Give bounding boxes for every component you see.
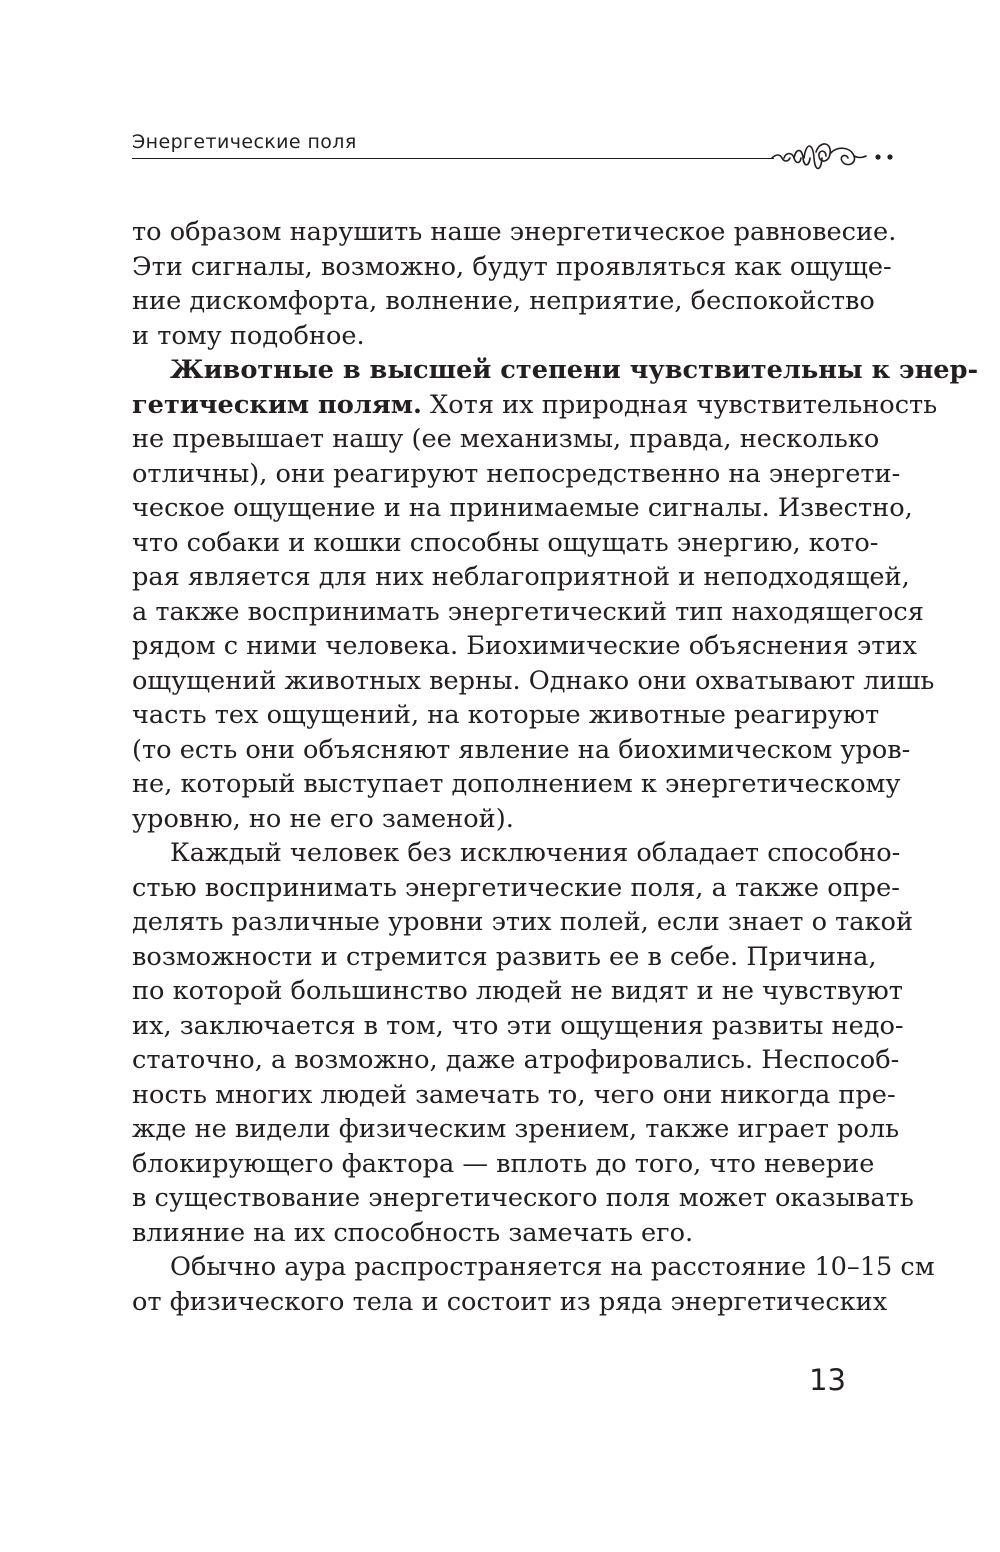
text-line: не, который выступает дополнением к энергетическому [132,769,901,799]
running-head: Энергетические поля [132,131,357,153]
text-line: влияние на их способность замечать его. [132,1217,694,1248]
header-rule [132,158,774,159]
text-line: отличны), они реагируют непосредственно на энергети- [132,458,901,489]
text-line: Каждый человек без исключения обладает способно- [170,838,901,868]
bold-lead-line: Животные в высшей степени чувствительны к энер- [170,355,979,385]
text-line: возможности и стремится развить ее в себе. Причина, [132,941,877,972]
text-line: ческое ощущение и на принимаемые сигналы. Известно, [132,493,913,523]
bold-lead-phrase: гетическим полям. [132,389,422,420]
text-line: Эти сигналы, возможно, будут проявляться как ощуще- [132,251,892,282]
text-line: и тому подобное. [132,320,365,351]
text-line: ние дискомфорта, волнение, неприятие, беспокойство [132,286,875,316]
text-line: от физического тела и состоит из ряда энергетических [132,1286,888,1317]
text-line: Обычно аура распространяется на расстояние 10–15 см [170,1252,935,1282]
text-line: часть тех ощущений, на которые животные реагируют [132,700,880,730]
text-line: ность многих людей замечать то, чего они никогда пре- [132,1079,896,1110]
text-line: рая является для них неблагоприятной и неподходящей, [132,562,910,592]
text-line: по которой большинство людей не видят и не чувствуют [132,976,903,1006]
text-line: не превышает нашу (ее механизмы, правда, несколько [132,424,880,454]
text-line: то образом нарушить наше энергетическое равновесие. [132,217,897,247]
text-line: в существование энергетического поля может оказывать [132,1183,914,1213]
text-line: что собаки и кошки способны ощущать энергию, кото- [132,527,879,558]
text-line: жде не видели физическим зрением, также играет роль [132,1114,900,1144]
text-line: стью воспринимать энергетические поля, а также опре- [132,872,900,903]
text-line: их, заключается в том, что эти ощущения развиты недо- [132,1010,904,1041]
page-number: 13 [809,1363,846,1397]
line-rest: Хотя их природная чувствительность [421,389,938,420]
text-line: статочно, а возможно, даже атрофировались. Неспособ- [132,1045,900,1075]
body-text [132,215,979,1319]
mixed-line [132,388,938,423]
text-line: делять различные уровни этих полей, если знает о такой [132,907,913,937]
text-line: (то есть они объясняют явление на биохимическом уров- [132,734,911,765]
text-line: а также воспринимать энергетический тип находящегося [132,596,924,627]
text-line: блокирующего фактора — вплоть до того, что неверие [132,1148,875,1179]
text-line: уровню, но не его заменой). [132,803,514,834]
flourish-ornament-icon [770,134,900,184]
text-line: ощущений животных верны. Однако они охватывают лишь [132,665,935,696]
text-line: рядом с ними человека. Биохимические объяснения этих [132,631,917,661]
